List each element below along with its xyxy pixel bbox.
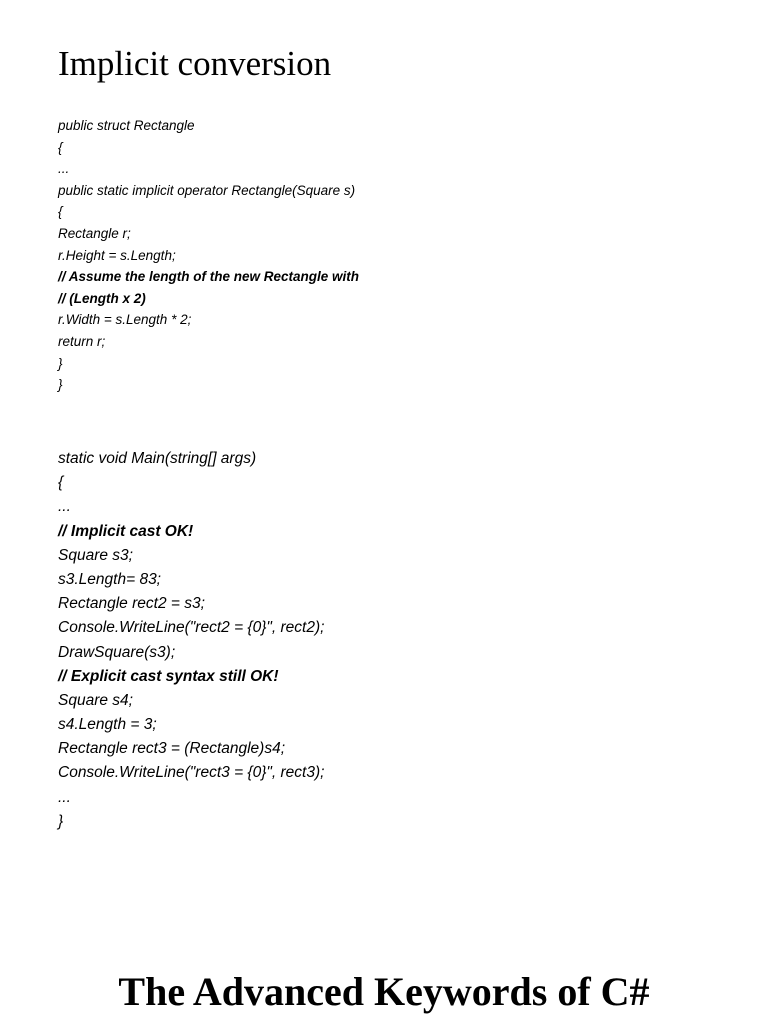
code-line: Rectangle r; (58, 225, 131, 241)
code-line: Rectangle rect3 = (Rectangle)s4; (58, 740, 286, 758)
code-line: r.Height = s.Length; (58, 247, 176, 263)
code-line: ... (58, 161, 70, 177)
code-line: s3.Length= 83; (58, 570, 161, 588)
code-comment-line: // Implicit cast OK! (58, 522, 194, 540)
main-method-code-block (58, 447, 324, 834)
code-line: ... (58, 498, 71, 516)
code-line: } (58, 812, 64, 830)
code-line: return r; (58, 333, 106, 349)
code-line: ... (58, 788, 71, 806)
code-comment-line: // Assume the length of the new Rectangle with (58, 269, 360, 285)
code-line: { (58, 204, 63, 220)
code-line: DrawSquare(s3); (58, 643, 176, 661)
code-line: public static implicit operator Rectangle(Square s) (58, 182, 356, 198)
code-line: Rectangle rect2 = s3; (58, 595, 205, 613)
struct-code-block (58, 115, 359, 396)
code-line: public struct Rectangle (58, 118, 195, 133)
code-line: s4.Length = 3; (58, 716, 157, 734)
code-line: Console.WriteLine("rect2 = {0}", rect2); (58, 619, 325, 637)
code-comment-line: // (Length x 2) (58, 290, 146, 306)
code-line: { (58, 474, 64, 492)
code-line: Square s3; (58, 546, 133, 564)
page-title: Implicit conversion (58, 44, 332, 83)
code-line: Square s4; (58, 691, 133, 709)
code-comment-line: // Explicit cast syntax still OK! (58, 667, 279, 685)
code-line: Console.WriteLine("rect3 = {0}", rect3); (58, 764, 325, 782)
code-line: } (58, 355, 63, 371)
code-line: { (58, 139, 63, 155)
code-line: r.Width = s.Length * 2; (58, 312, 192, 328)
footer-title: The Advanced Keywords of C# (118, 969, 650, 1014)
code-line: static void Main(string[] args) (58, 450, 257, 467)
code-line: } (58, 377, 63, 393)
